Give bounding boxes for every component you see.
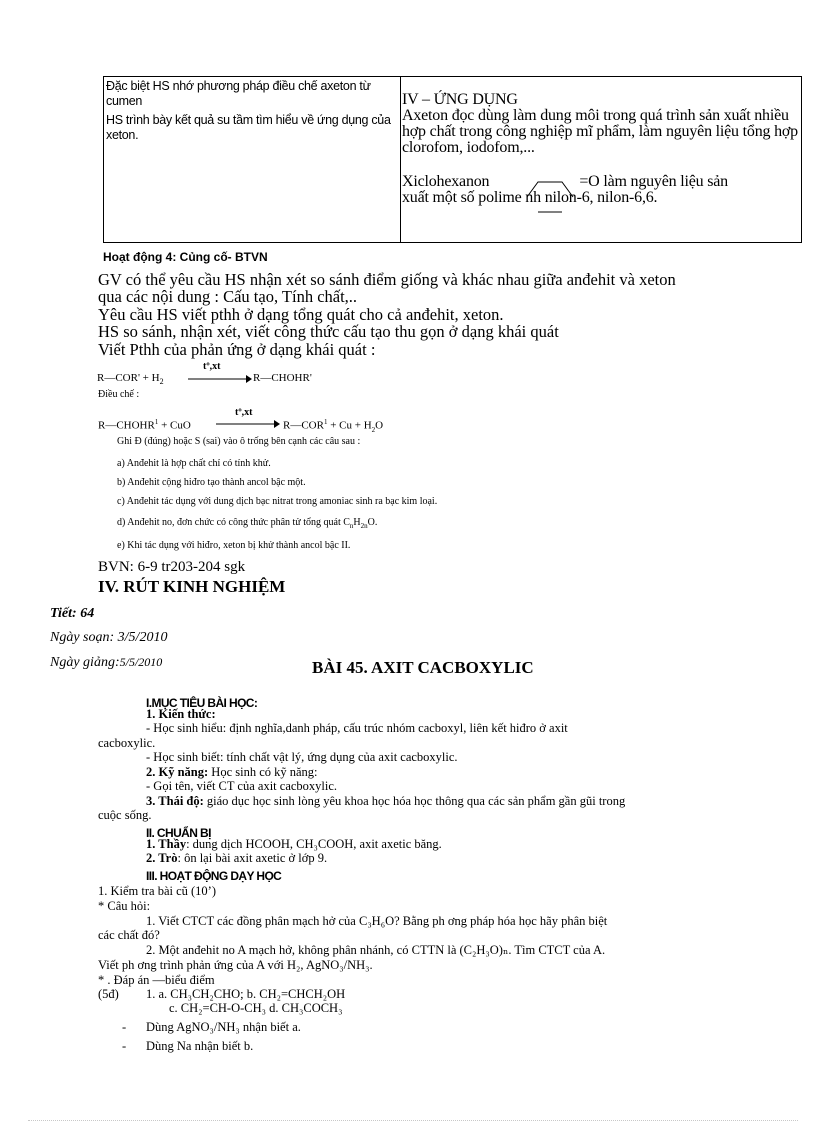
cyclohexanone-label: Xiclohexanon [402,173,490,190]
activity4-heading: Hoạt động 4: Củng cố- BTVN [103,250,268,264]
ngay-soan: Ngày soạn: 3/5/2010 [50,630,168,645]
student-text: : ôn lại bài axit axetic ở lớp 9. [177,851,328,865]
quiz-item-e: e) Khi tác dụng với hiđro, xeton bị khử thành ancol bậc II. [117,540,351,551]
section4-heading: IV. RÚT KINH NGHIỆM [98,577,286,596]
answer-label: * . Đáp án —biểu điểm [98,973,215,987]
btvn-line: BVN: 6-9 tr203-204 sgk [98,559,246,575]
preparation-heading: II. CHUẨN BỊ [146,826,211,840]
ngay-giang-label: Ngày giảng: [50,655,120,670]
activity4-line-3: Yêu cầu HS viết pthh ở dạng tổng quát cho cả anđehit, xeton. [98,305,504,324]
skills-label: 2. Kỹ năng: [146,765,209,779]
skills-item-1: - Gọi tên, viết CT của axit cacboxylic. [146,779,338,793]
teacher-line [146,838,442,851]
left-cell-paragraph-2: HS trình bày kết quả su tầm tìm hiểu về ứng dụng của xeton. [106,113,391,142]
objectives-heading: I.MỤC TIÊU BÀI HỌC: [146,696,258,710]
quiz-d-part1: d) Anđehit no, đơn chức có công thức phân tử tổng quát C [117,517,350,528]
quiz-d-sub1: n [349,522,354,530]
check-line: 1. Kiểm tra bài cũ (10’) [98,884,217,898]
bullet-item-2: Dùng Na nhận biết b. [146,1039,254,1053]
left-cell-paragraph-1: Đặc biệt HS nhớ phương pháp điều chế axeton từ cumen [106,79,371,108]
question-1a: 1. Viết CTCT các đồng phân mạch hở của C₃H₆O? Bằng ph ơng pháp hóa học hãy phân biệt [146,914,608,928]
table-right-cell [402,92,802,206]
applications-paragraph-1: Axeton đọc dùng làm dung môi trong quá trình sản xuất nhiều hợp chất trong công nghiệp mĩ phẩm, làm nguyên liệu tổng hợp clorofom, iodofom,... [402,107,798,156]
reaction1-left: R—COR' + H [97,372,160,384]
score-label: (5đ) [98,987,119,1001]
answer-line-2: c. CH₂=CH-O-CH₃ d. CH₃COCH₃ [169,1001,343,1015]
ngay-giang-value: 5/5/2010 [119,655,163,669]
intro-table [103,76,802,243]
cyclohexane-ring-icon [524,180,576,214]
student-line [146,852,327,865]
activity4-line-2: qua các nội dung : Cấu tạo, Tính chất,.. [98,287,358,306]
quiz-instruction: Ghi Đ (đúng) hoặc S (sai) vào ô trống bên cạnh các câu sau : [117,436,361,447]
student-label: 2. Trò [146,851,178,865]
reaction1-reactants [97,372,164,386]
question-1b: các chất đó? [98,928,160,942]
reaction1-arrow-icon [188,374,252,384]
reaction2-right3: O [375,419,384,432]
quiz-item-c: c) Anđehit tác dụng với dung dịch bạc nitrat trong amoniac sinh ra bạc kim loại. [117,496,438,507]
answer-line-1: 1. a. CH₃CH₂CHO; b. CH₂=CHCH₂OH [146,987,346,1001]
cyclohexanone-use: =O làm nguyên liệu sản [579,173,728,190]
knowledge-line-2: - Học sinh biết: tính chất vật lý, ứng dụng của axit cacboxylic. [146,750,458,764]
table-divider [400,77,401,242]
activity4-line-5: Viết Pthh của phản ứng ở dạng khái quát : [98,340,376,359]
attitude-line [146,795,625,808]
quiz-item-a: a) Anđehit là hợp chất chỉ có tính khử. [117,458,271,469]
reaction1-condition: tº,xt [203,361,221,372]
knowledge-label: 1. Kiến thức: [146,707,216,721]
quiz-item-d [117,517,377,530]
page-bottom-rule [28,1120,798,1121]
applications-paragraph-2 [402,174,802,190]
reaction2-right2: + Cu + H [327,419,372,432]
bullet-dash-2: - [122,1039,127,1053]
reaction1-product: R—CHOHR' [253,372,312,384]
reaction2-left: R—CHOHR [98,419,155,432]
quiz-d-part2: H [353,517,361,528]
activity4-line-4: HS so sánh, nhận xét, viết công thức cấu tạo thu gọn ở dạng khái quát [98,322,559,341]
reaction2-left2: + CuO [158,419,191,432]
teacher-text: : dung dịch HCOOH, CH₃COOH, axit axetic băng. [186,837,442,851]
quiz-item-b: b) Anđehit cộng hiđro tạo thành ancol bậc một. [117,477,306,488]
teacher-label: 1. Thầy [146,837,187,851]
reaction2-reactants [98,418,191,432]
reaction1-sub: 2 [159,377,164,387]
tiet-label: Tiết: 64 [50,606,95,621]
attitude-text: giáo dục học sinh lòng yêu khoa học hóa học thông qua các sản phẩm gần gũi trong [203,794,626,808]
dieu-che-label: Điều chế : [98,389,140,400]
quiz-d-sub2: 2n [360,522,368,530]
reaction2-sup2: 1 [323,418,328,426]
bullet-dash-1: - [122,1020,127,1034]
activities-heading: III. HOẠT ĐỘNG DẠY HỌC [146,869,282,883]
knowledge-line-1b: cacboxylic. [98,736,156,750]
question-2a: 2. Một anđehit no A mạch hở, không phân nhánh, có CTTN là (C₂H₃O)ₙ. Tìm CTCT của A. [146,943,606,957]
bullet-item-1: Dùng AgNO₃/NH₃ nhận biết a. [146,1020,301,1034]
quiz-d-part3: O. [367,517,378,528]
questions-label: * Câu hỏi: [98,899,151,913]
reaction2-right: R—COR [283,419,324,432]
reaction2-products [283,418,383,434]
attitude-label: 3. Thái độ: [146,794,204,808]
ngay-giang [50,655,162,671]
knowledge-line-1a: - Học sinh hiểu: định nghĩa,danh pháp, cấu trúc nhóm cacboxyl, liên kết hiđro ở axit [146,721,568,735]
applications-heading: IV – ỨNG DỤNG [402,91,518,108]
reaction2-condition: tº,xt [235,407,253,418]
lesson-title: BÀI 45. AXIT CACBOXYLIC [312,658,534,677]
question-2b: Viết ph ơng trình phản ứng của A với H₂, AgNO₃/NH₃. [98,958,373,972]
reaction2-sup1: 1 [154,418,159,426]
table-left-cell [106,79,398,147]
reaction2-arrow-icon [216,419,280,429]
attitude-line-2: cuộc sống. [98,808,152,822]
skills-line [146,766,318,779]
applications-paragraph-3: xuất một số polime nh nilon-6, nilon-6,6. [402,189,658,206]
reaction2-sub: 2 [371,425,376,434]
skills-text: Học sinh có kỹ năng: [208,765,318,779]
activity4-line-1: GV có thể yêu cầu HS nhận xét so sánh điểm giống và khác nhau giữa anđehit và xeton [98,270,676,289]
